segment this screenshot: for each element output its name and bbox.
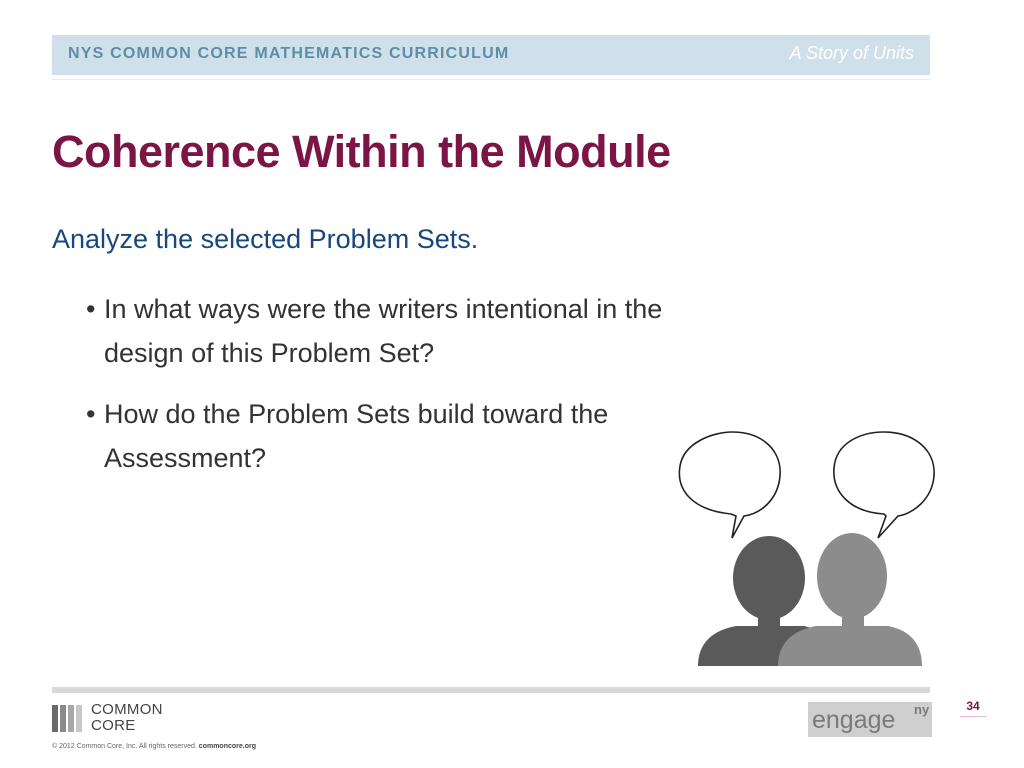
logo-line-1: COMMON	[91, 701, 163, 718]
bullet-item	[86, 287, 696, 375]
logo-line-2: CORE	[91, 717, 136, 734]
curriculum-label: NYS COMMON CORE MATHEMATICS CURRICULUM	[68, 45, 510, 62]
slide-lead-text: Analyze the selected Problem Sets.	[52, 224, 479, 254]
copyright-text: © 2012 Common Core, Inc. All rights reserved.	[52, 743, 197, 750]
bullet-text: How do the Problem Sets build toward the Assessment?	[104, 399, 609, 473]
speech-bubble-left-icon	[679, 432, 780, 538]
bullet-text: In what ways were the writers intentional in the design of this Problem Set?	[104, 294, 663, 368]
copyright-link[interactable]: commoncore.org	[198, 743, 256, 750]
copyright-notice	[52, 743, 256, 750]
bullet-dot: •	[86, 294, 96, 324]
bullet-item	[86, 392, 666, 480]
engage-ny-logo	[808, 702, 932, 737]
page-number: 34	[960, 699, 986, 717]
common-core-wordmark	[91, 702, 163, 734]
bullet-dot: •	[86, 399, 96, 429]
engage-word: engage	[812, 706, 896, 734]
header-divider	[52, 79, 930, 80]
two-people-speech-bubbles-icon	[674, 430, 942, 670]
story-label: A Story of Units	[789, 43, 914, 63]
header-bar	[52, 35, 930, 75]
speech-bubble-right-icon	[834, 432, 934, 538]
slide-title: Coherence Within the Module	[52, 126, 671, 177]
common-core-logo-icon	[52, 705, 86, 732]
footer-divider	[52, 687, 930, 693]
engage-ny-superscript: ny	[914, 702, 930, 717]
